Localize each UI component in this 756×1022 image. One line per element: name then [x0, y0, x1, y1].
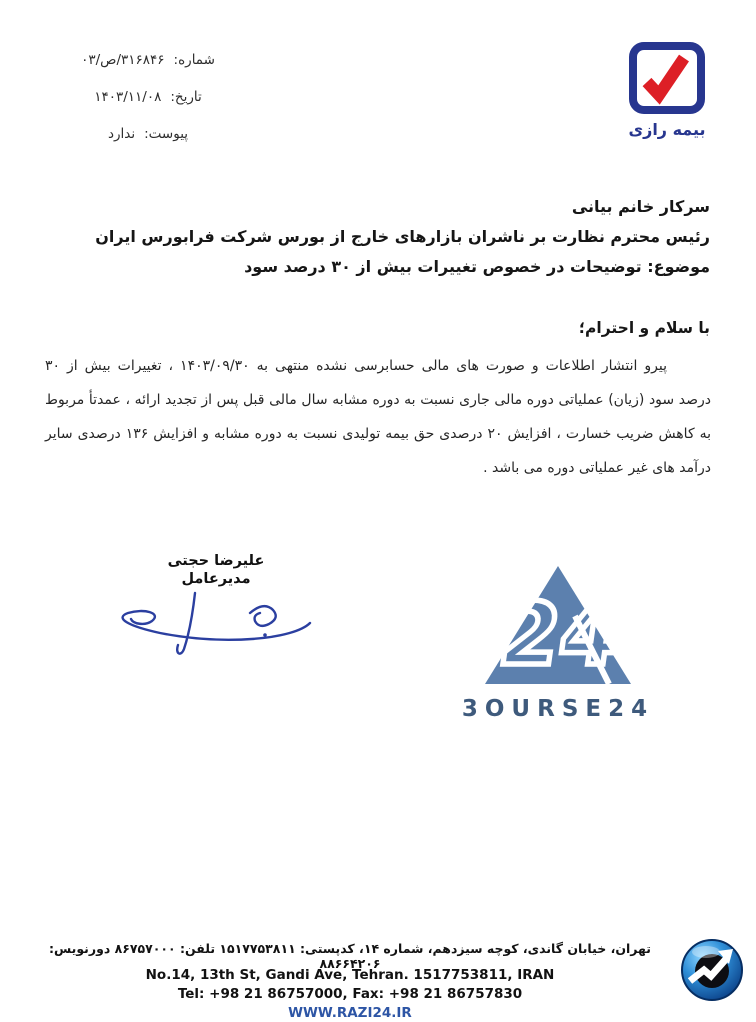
subject-line: موضوع: توضیحات در خصوص تغییرات بیش از ۳۰ درصد سود [244, 257, 710, 276]
letter-attachment-value: ندارد [107, 126, 136, 142]
handwritten-signature [98, 583, 322, 669]
growth-arrow-sphere-icon [680, 938, 744, 1006]
letter-date-row [52, 89, 244, 105]
letter-attachment-label: پیوست: [144, 126, 189, 142]
footer-tel-fax: Tel: +98 21 86757000, Fax: +98 21 86757830 [177, 986, 523, 1002]
razi-insurance-logo [612, 42, 722, 139]
letter-body [45, 349, 711, 485]
recipient-role: رئیس محترم نظارت بر ناشران بازارهای خارج از بورس شرکت فرابورس ایران [95, 227, 710, 246]
letterhead-fields [52, 52, 244, 163]
recipient-block [46, 192, 710, 282]
svg-text:24: 24 [493, 585, 627, 685]
body-line: پیرو انتشار اطلاعات و صورت های مالی حسابرسی نشده منتهی به ۱۴۰۳/۰۹/۳۰ ، تغییرات بیش از ۳۰ [45, 358, 667, 374]
letter-attachment-row [52, 126, 244, 142]
triangle-24-icon [483, 585, 633, 690]
footer-address-en: No.14, 13th St, Gandi Ave, Tehran. 1517753811, IRAN [145, 967, 555, 983]
brand-name: بیمه رازی [628, 120, 706, 139]
letter-date-value: ۱۴۰۳/۱۱/۰۸ [94, 89, 162, 105]
letter-number-label: شماره: [173, 52, 215, 68]
signatory-name: علیرضا حجتی [167, 553, 265, 569]
letter-date-label: تاریخ: [170, 89, 202, 105]
body-line: درصد سود (زیان) عملیاتی دوره مالی جاری نسبت به دوره مشابه سال مالی قبل پس از تجدید ارائه ، عمدتأ مربوط [45, 392, 711, 408]
footer-website-link[interactable]: WWW.RAZI24.IR [288, 1005, 412, 1021]
bourse24-logo [452, 564, 664, 722]
checkmark-icon [628, 42, 706, 118]
salutation: با سلام و احترام؛ [578, 319, 710, 337]
body-line: به کاهش ضریب خسارت ، افزایش ۲۰ درصدی حق بیمه تولیدی نسبت به دوره مشابه و افزایش ۱۳۶ درصدی سایر [45, 426, 711, 442]
letter-number-value: ۳۱۶۸۴۶/ص/۰۳ [81, 52, 165, 68]
recipient-name: سرکار خانم بیانی [571, 197, 710, 216]
letter-number-row [52, 52, 244, 68]
bourse24-wordmark: 3OURSE24 [461, 696, 655, 722]
body-line: درآمد های غیر عملیاتی دوره می باشد . [483, 460, 711, 476]
signatory-title: مدیرعامل [181, 571, 251, 587]
footer-address-fa: تهران، خیابان گاندی، کوچه سیزدهم، شماره ۱۴، کدپستی: ۱۵۱۷۷۵۳۸۱۱ تلفن: ۸۶۷۵۷۰۰۰ دورنویس: ۸۸۶۶۴۲۰۶ [48, 941, 651, 971]
